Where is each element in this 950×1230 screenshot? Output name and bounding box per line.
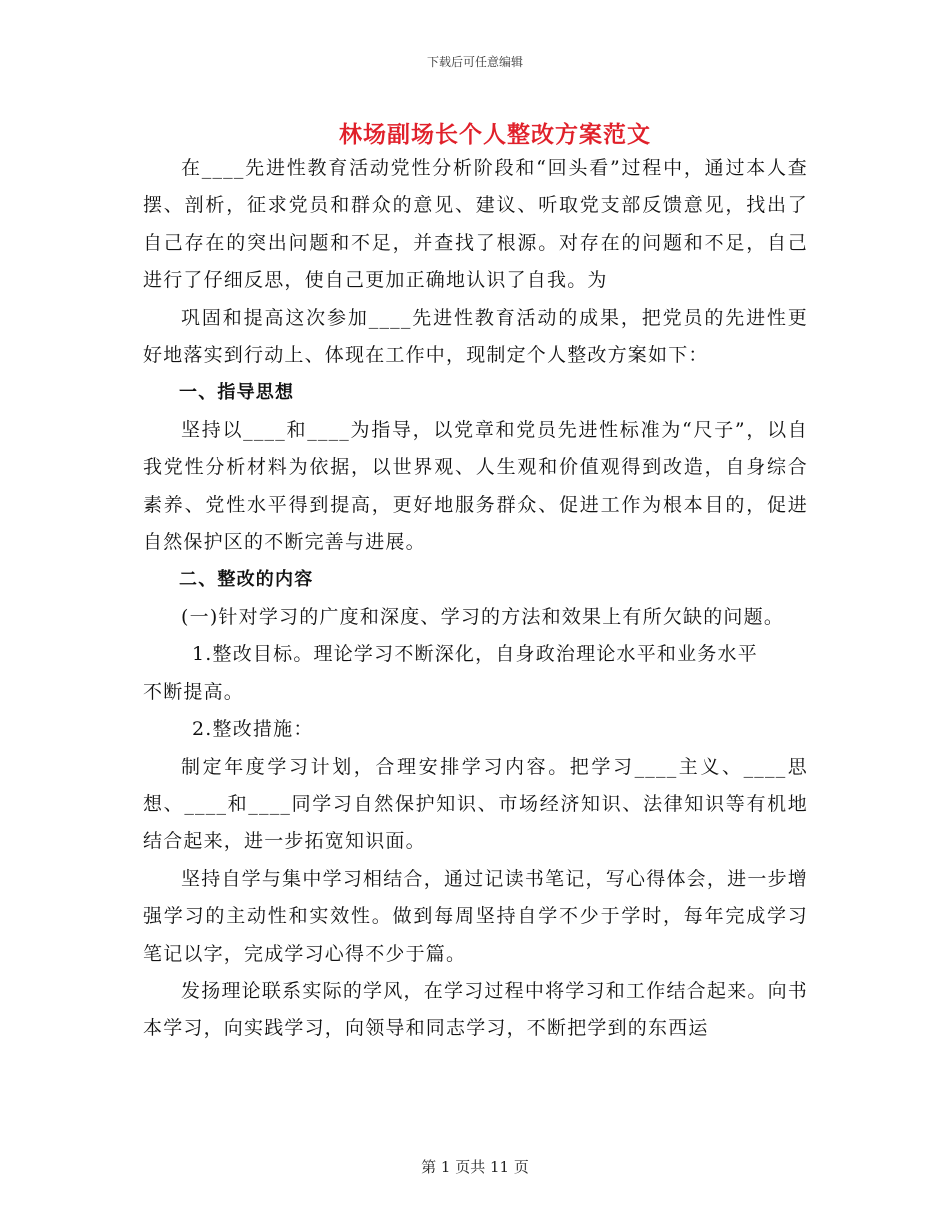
section-body-guiding-ideology: 坚持以____和____为指导，以党章和党员先进性标准为“尺子”，以自我党性分析材料为依据，以世界观、人生观和价值观得到改造，自身综合素养、党性水平得到提高，更好地服务群众、促进工作为根本目的，促进自然保护区的不断完善与进展。 [143, 418, 808, 554]
measure-paragraph-2: 坚持自学与集中学习相结合，通过记读书笔记，写心得体会，进一步增强学习的主动性和实效性。做到每周坚持自学不少于学时，每年完成学习笔记以字，完成学习心得不少于篇。 [143, 867, 808, 965]
rectification-item-1: (一)针对学习的广度和深度、学习的方法和效果上有所欠缺的问题。 [181, 605, 785, 628]
intro-paragraph-1: 在____先进性教育活动党性分析阶段和“回头看”过程中，通过本人查摆、剖析，征求党员和群众的意见、建议、听取党支部反馈意见，找出了自己存在的突出问题和不足，并查找了根源。对存在的问题和不足，自己进行了仔细反思，使自己更加正确地认识了自我。为 [143, 157, 808, 292]
document-body [143, 150, 808, 1048]
page-number-footer: 第 1 页共 11 页 [421, 1158, 529, 1176]
rectification-goal-line: 1.整改目标。理论学习不断深化，自身政治理论水平和业务水平 [192, 643, 758, 666]
measure-paragraph-3: 发扬理论联系实际的学风，在学习过程中将学习和工作结合起来。向书本学习，向实践学习，向领导和同志学习，不断把学到的东西运 [143, 979, 808, 1040]
measure-paragraph-1: 制定年度学习计划，合理安排学习内容。把学习____主义、____思想、____和____同学习自然保护知识、市场经济知识、法律知识等有机地结合起来，进一步拓宽知识面。 [143, 755, 808, 853]
intro-paragraph-2: 巩固和提高这次参加____先进性教育活动的成果，把党员的先进性更好地落实到行动上、体现在工作中，现制定个人整改方案如下： [143, 306, 808, 367]
rectification-measures-label: 2.整改措施： [192, 718, 314, 741]
rectification-goal-continuation: 不断提高。 [143, 680, 245, 703]
document-title: 林场副场长个人整改方案范文 [339, 122, 651, 148]
section-heading-guiding-ideology: 一、指导思想 [179, 382, 295, 404]
header-note: 下载后可任意编辑 [426, 55, 523, 69]
section-heading-rectification-content: 二、整改的内容 [179, 569, 314, 591]
